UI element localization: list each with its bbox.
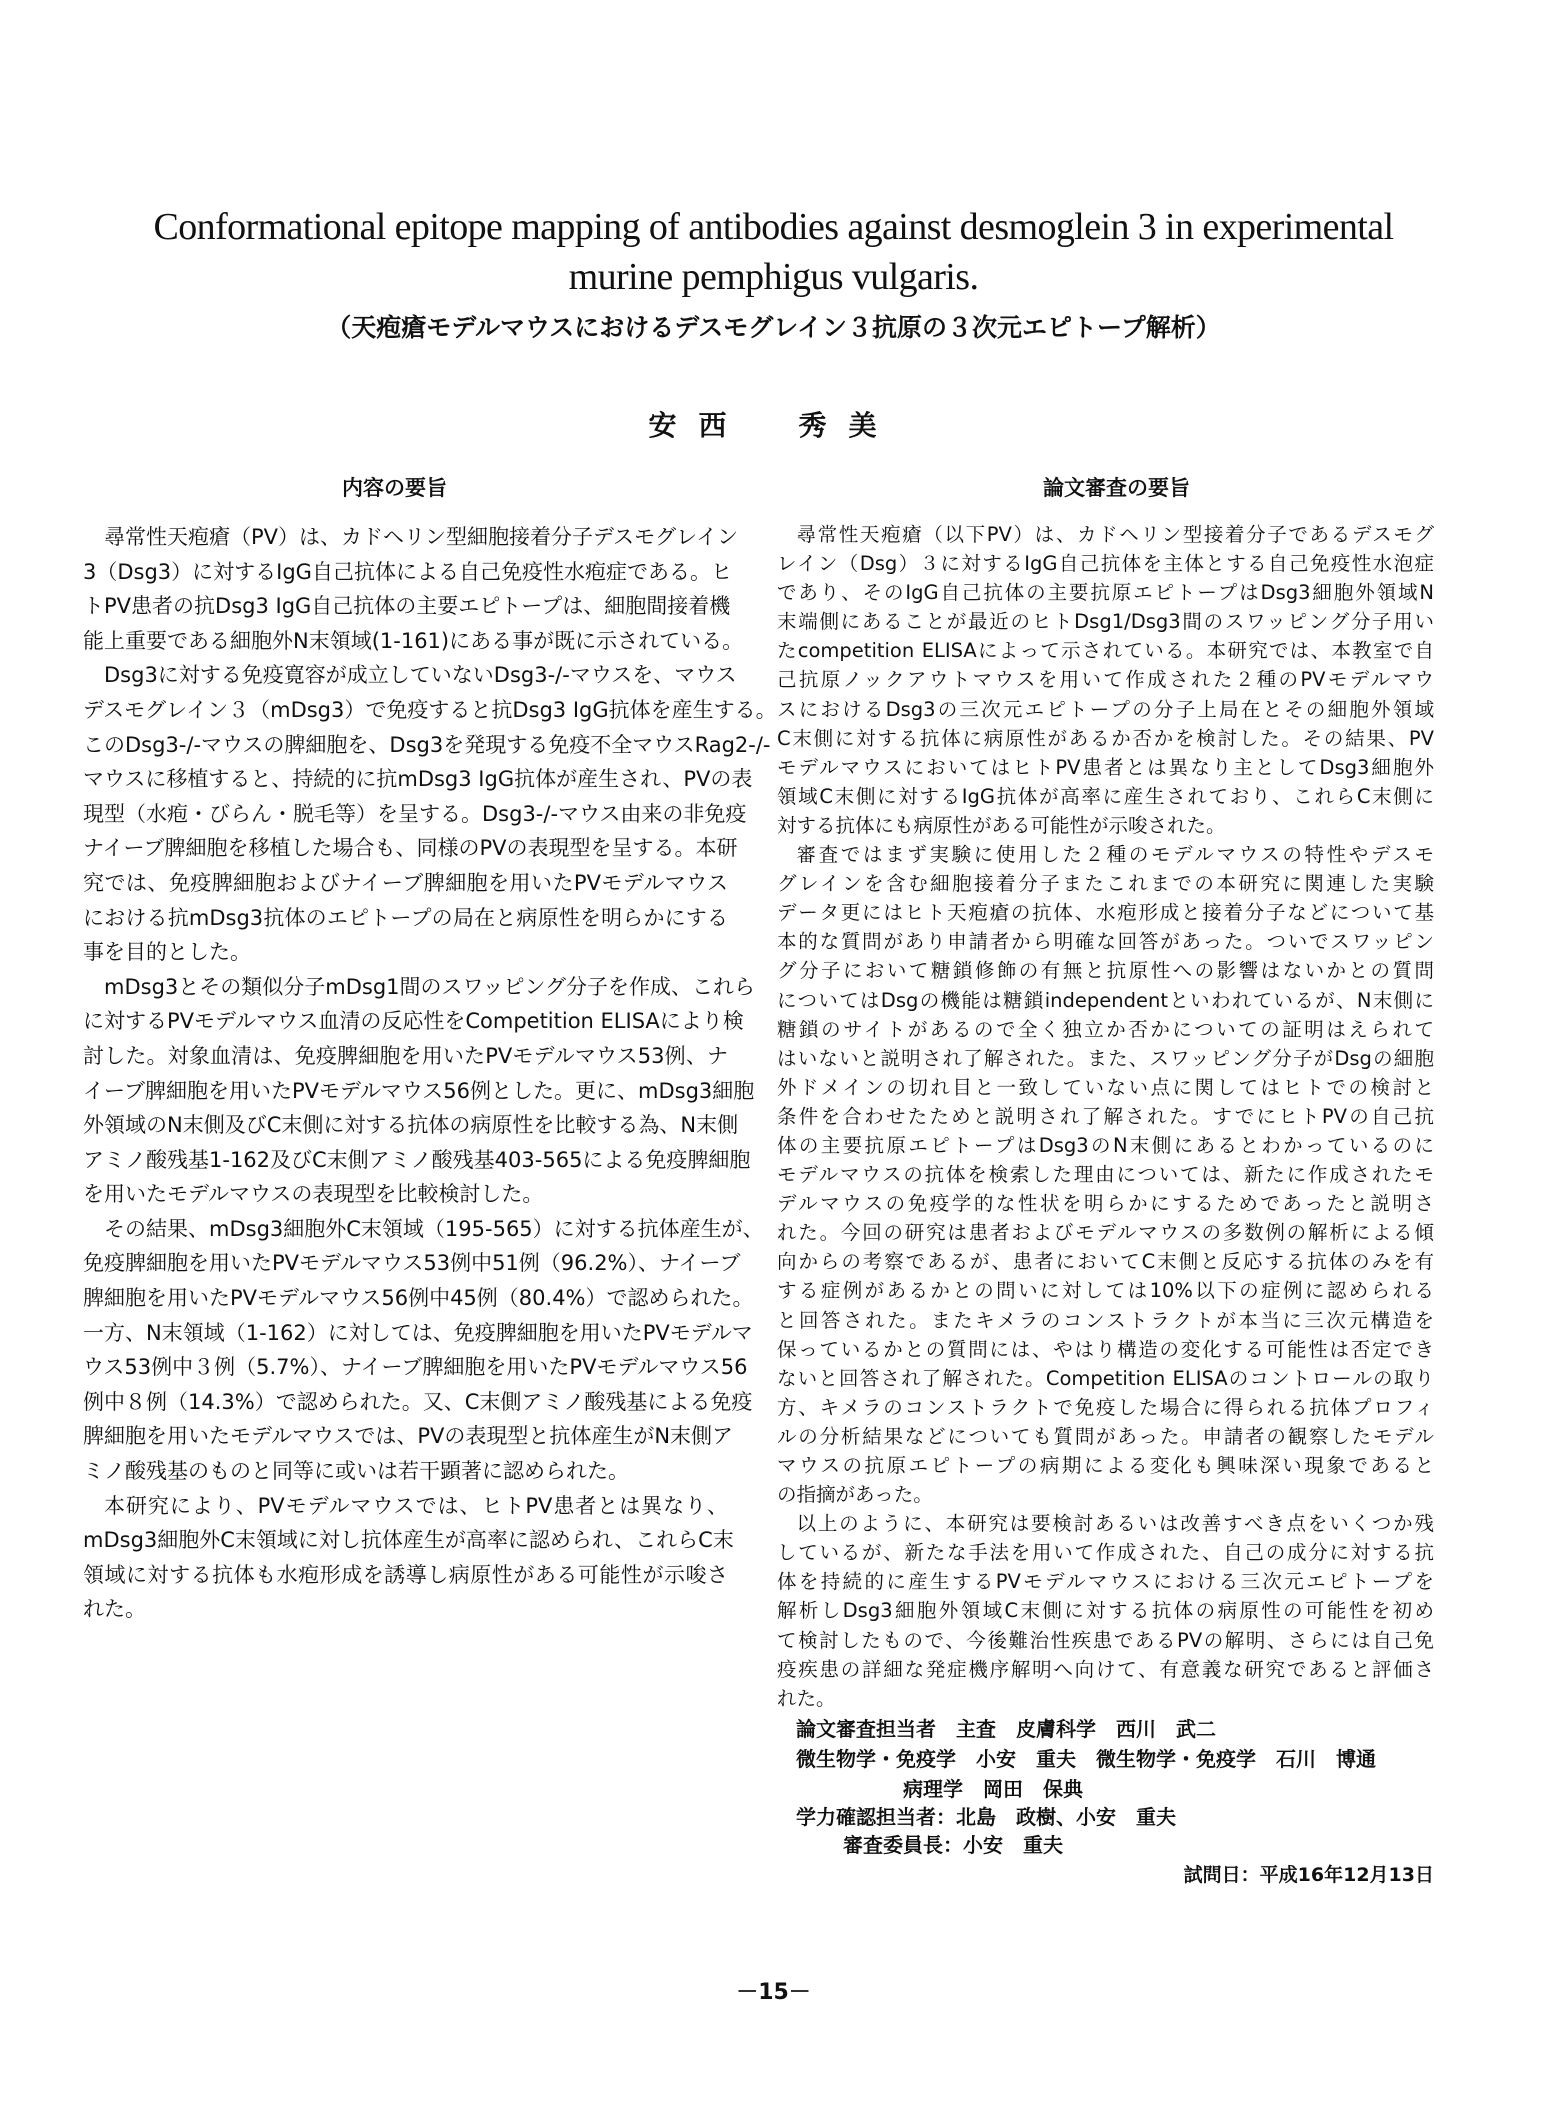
- paragraph-line: 究では、免疫脾細胞およびナイーブ脾細胞を用いたPVモデルマウス: [83, 870, 728, 895]
- paragraph-line: 審査ではまず実験に使用した２種のモデルマウスの特性やデスモ: [796, 843, 1434, 867]
- review-column: [777, 520, 1434, 1713]
- paragraph-line: ルの分析結果などについても質問があった。申請者の観察したモデル: [777, 1424, 1434, 1448]
- paragraph-line: れた。: [83, 1597, 146, 1622]
- paragraph-line: グ分子において糖鎖修飾の有無と抗原性への影響はないかとの質問: [777, 959, 1434, 983]
- paragraph-line: デスモグレイン３（mDsg3）で免疫すると抗Dsg3 IgG抗体を産生する。: [83, 697, 777, 722]
- paragraph-line: 一方、N末領域（1-162）に対しては、免疫脾細胞を用いたPVモデルマ: [83, 1320, 753, 1345]
- paragraph-line: する症例があるかとの問いに対しては10%以下の症例に認められる: [777, 1279, 1434, 1303]
- paragraph-line: マウスに移植すると、持続的に抗mDsg3 IgG抗体が産生され、PVの表: [83, 767, 753, 792]
- paragraph-line: れた。: [777, 1686, 836, 1710]
- review-heading: 論文審査の要旨: [1043, 476, 1190, 500]
- paragraph-line: 現型（水疱・びらん・脱毛等）を呈する。Dsg3-/-マウス由来の非免疫: [83, 801, 747, 826]
- paragraph-line: ナイーブ脾細胞を移植した場合も、同様のPVの表現型を呈する。本研: [83, 836, 738, 861]
- paragraph-line: 解析しDsg3細胞外領域C末側に対する抗体の病原性の可能性を初め: [777, 1599, 1434, 1623]
- paragraph-line: についてはDsgの機能は糖鎖independentといわれているが、N末側に: [777, 988, 1434, 1012]
- paragraph-line: イーブ脾細胞を用いたPVモデルマウス56例とした。更に、mDsg3細胞: [83, 1078, 755, 1103]
- author-name: 安西 秀美: [648, 409, 899, 442]
- paragraph-line: デルマウスの免疫学的な性状を明らかにするためであったと説明さ: [777, 1192, 1434, 1216]
- reviewers-line: 論文審査担当者 主査 皮膚科学 西川 武二: [796, 1717, 1216, 1741]
- paragraph-line: 3（Dsg3）に対するIgG自己抗体による自己免疫性水疱症である。ヒ: [83, 559, 732, 584]
- paragraph-line: モデルマウスの抗体を検索した理由については、新たに作成されたモ: [777, 1163, 1434, 1187]
- title-english-line-2: murine pemphigus vulgaris.: [568, 256, 979, 298]
- paragraph-line: 討した。対象血清は、免疫脾細胞を用いたPVモデルマウス53例、ナ: [83, 1043, 728, 1068]
- paragraph-line: 本的な質問があり申請者から明確な回答があった。ついでスワッピン: [777, 930, 1434, 954]
- paragraph-line: マウスの抗原エピトープの病期による変化も興味深い現象であると: [777, 1454, 1434, 1477]
- paragraph-line: 対する抗体にも病原性がある可能性が示唆された。: [777, 813, 1226, 837]
- paragraph-line: レイン（Dsg）３に対するIgG自己抗体を主体とする自己免疫性水泡症: [777, 552, 1434, 576]
- paragraph-line: 免疫脾細胞を用いたPVモデルマウス53例中51例（96.2%）、ナイーブ: [83, 1251, 741, 1276]
- paragraph-line: グレインを含む細胞接着分子またこれまでの本研究に関連した実験: [777, 872, 1434, 896]
- paragraph-line: アミノ酸残基1-162及びC末側アミノ酸残基403-565による免疫脾細胞: [83, 1147, 751, 1172]
- paragraph-line: と回答された。またキメラのコンストラクトが本当に三次元構造を: [777, 1308, 1434, 1332]
- paragraph-line: に対するPVモデルマウス血清の反応性をCompetition ELISAにより検: [83, 1009, 744, 1034]
- reviewers-line: 微生物学・免疫学 小安 重夫 微生物学・免疫学 石川 博通: [796, 1747, 1376, 1771]
- paragraph-line: その結果、mDsg3細胞外C末領域（195-565）に対する抗体産生が、: [104, 1216, 764, 1241]
- paragraph-line: 事を目的とした。: [83, 940, 251, 965]
- paragraph-line: 尋常性天疱瘡（以下PV）は、カドヘリン型接着分子であるデスモグ: [796, 523, 1434, 546]
- committee-chair-line: 審査委員長：小安 重夫: [843, 1833, 1063, 1857]
- paragraph-line: 本研究により、PVモデルマウスでは、ヒトPV患者とは異なり、: [104, 1493, 728, 1518]
- paragraph-line: の指摘があった。: [777, 1483, 933, 1507]
- paragraph-line: 能上重要である細胞外N末領域(1-161)にある事が既に示されている。: [83, 628, 744, 653]
- paragraph-line: 向からの考察であるが、患者においてC末側と反応する抗体のみを有: [777, 1250, 1434, 1274]
- paragraph-line: 脾細胞を用いたモデルマウスでは、PVの表現型と抗体産生がN末側ア: [83, 1424, 734, 1449]
- paragraph-line: C末側に対する抗体に病原性があるか否かを検討した。その結果、PV: [777, 726, 1434, 750]
- paragraph-line: しているが、新たな手法を用いて作成された、自己の成分に対する抗: [777, 1541, 1434, 1565]
- paragraph-line: 糖鎖のサイトがあるので全く独立か否かについての証明はえられて: [777, 1017, 1434, 1041]
- paragraph-line: を用いたモデルマウスの表現型を比較検討した。: [83, 1182, 544, 1207]
- paragraph-line: たcompetition ELISAによって示されている。本研究では、本教室で自: [777, 639, 1434, 663]
- paragraph-line: 条件を合わせたためと説明され了解された。すでにヒトPVの自己抗: [777, 1104, 1434, 1128]
- paragraph-line: 脾細胞を用いたPVモデルマウス56例中45例（80.4%）で認められた。: [83, 1286, 754, 1311]
- paragraph-line: mDsg3細胞外C末領域に対し抗体産生が高率に認められ、これらC末: [83, 1528, 734, 1553]
- paragraph-line: mDsg3とその類似分子mDsg1間のスワッピング分子を作成、これら: [104, 974, 756, 999]
- paragraph-line: トPV患者の抗Dsg3 IgG自己抗体の主要エピトープは、細胞間接着機: [83, 594, 731, 619]
- paragraph-line: データ更にはヒト天疱瘡の抗体、水疱形成と接着分子などについて基: [777, 901, 1434, 925]
- paragraph-line: はいないと説明され了解された。また、スワッピング分子がDsgの細胞: [777, 1046, 1434, 1070]
- reviewers-line: 病理学 岡田 保典: [903, 1777, 1083, 1801]
- academic-examiners-line: 学力確認担当者：北島 政樹、小安 重夫: [796, 1805, 1176, 1829]
- paragraph-line: Dsg3に対する免疫寛容が成立していないDsg3-/-マウスを、マウス: [104, 663, 737, 688]
- paragraph-line: モデルマウスにおいてはヒトPV患者とは異なり主としてDsg3細胞外: [777, 755, 1434, 779]
- paragraph-line: 己抗原ノックアウトマウスを用いて作成された２種のPVモデルマウ: [777, 668, 1434, 692]
- paragraph-line: 末端側にあることが最近のヒトDsg1/Dsg3間のスワッピング分子用い: [777, 610, 1434, 634]
- paragraph-line: ミノ酸残基のものと同等に或いは若干顕著に認められた。: [83, 1459, 629, 1484]
- paragraph-line: 領域C末側に対するIgG抗体が高率に産生されており、これらC末側に: [777, 784, 1434, 808]
- paragraph-line: 例中８例（14.3%）で認められた。又、C末側アミノ酸残基による免疫: [83, 1389, 753, 1414]
- title-english-line-1: Conformational epitope mapping of antibodies against desmoglein 3 in experimental: [153, 206, 1394, 248]
- summary-column: [83, 520, 777, 1627]
- paragraph-line: 尋常性天疱瘡（PV）は、カドヘリン型細胞接着分子デスモグレイン: [104, 525, 739, 549]
- title-japanese: （天疱瘡モデルマウスにおけるデスモグレイン３抗原の３次元エピトープ解析）: [326, 313, 1221, 342]
- paragraph-line: における抗mDsg3抗体のエピトープの局在と病原性を明らかにする: [83, 905, 728, 930]
- page-number: －15－: [736, 1980, 811, 2005]
- paragraph-line: ウス53例中３例（5.7%）、ナイーブ脾細胞を用いたPVモデルマウス56: [83, 1355, 748, 1380]
- paragraph-line: 外領域のN末側及びC末側に対する抗体の病原性を比較する為、N末側: [83, 1113, 739, 1138]
- paragraph-line: 保っているかとの質問には、やはり構造の変化する可能性は否定でき: [777, 1337, 1434, 1361]
- paragraph-line: であり、そのIgG自己抗体の主要抗原エピトープはDsg3細胞外領域N: [777, 581, 1434, 605]
- paragraph-line: 方、キメラのコンストラクトで免疫した場合に得られる抗体プロフィ: [777, 1395, 1434, 1419]
- paragraph-line: て検討したもので、今後難治性疾患であるPVの解明、さらには自己免: [777, 1628, 1434, 1652]
- paragraph-line: 以上のように、本研究は要検討あるいは改善すべき点をいくつか残: [796, 1512, 1434, 1536]
- paragraph-line: 体を持続的に産生するPVモデルマウスにおける三次元エピトープを: [777, 1570, 1434, 1594]
- paragraph-line: 外ドメインの切れ目と一致していない点に関してはヒトでの検討と: [777, 1075, 1434, 1099]
- paragraph-line: スにおけるDsg3の三次元エピトープの分子上局在とその細胞外領域: [777, 697, 1434, 721]
- paragraph-line: ないと回答され了解された。Competition ELISAのコントロールの取り: [777, 1366, 1434, 1390]
- paragraph-line: 領域に対する抗体も水疱形成を誘導し病原性がある可能性が示唆さ: [83, 1562, 728, 1587]
- summary-heading: 内容の要旨: [342, 476, 447, 500]
- paragraph-line: このDsg3-/-マウスの脾細胞を、Dsg3を発現する免疫不全マウスRag2-/-: [83, 732, 771, 757]
- paragraph-line: 体の主要抗原エピトープはDsg3のN末側にあるとわかっているのに: [777, 1133, 1434, 1157]
- paragraph-line: 疫疾患の詳細な発症機序解明へ向けて、有意義な研究であると評価さ: [777, 1657, 1434, 1681]
- exam-date: 試問日：平成16年12月13日: [1183, 1864, 1434, 1886]
- paragraph-line: れた。今回の研究は患者およびモデルマウスの多数例の解析による傾: [777, 1221, 1434, 1245]
